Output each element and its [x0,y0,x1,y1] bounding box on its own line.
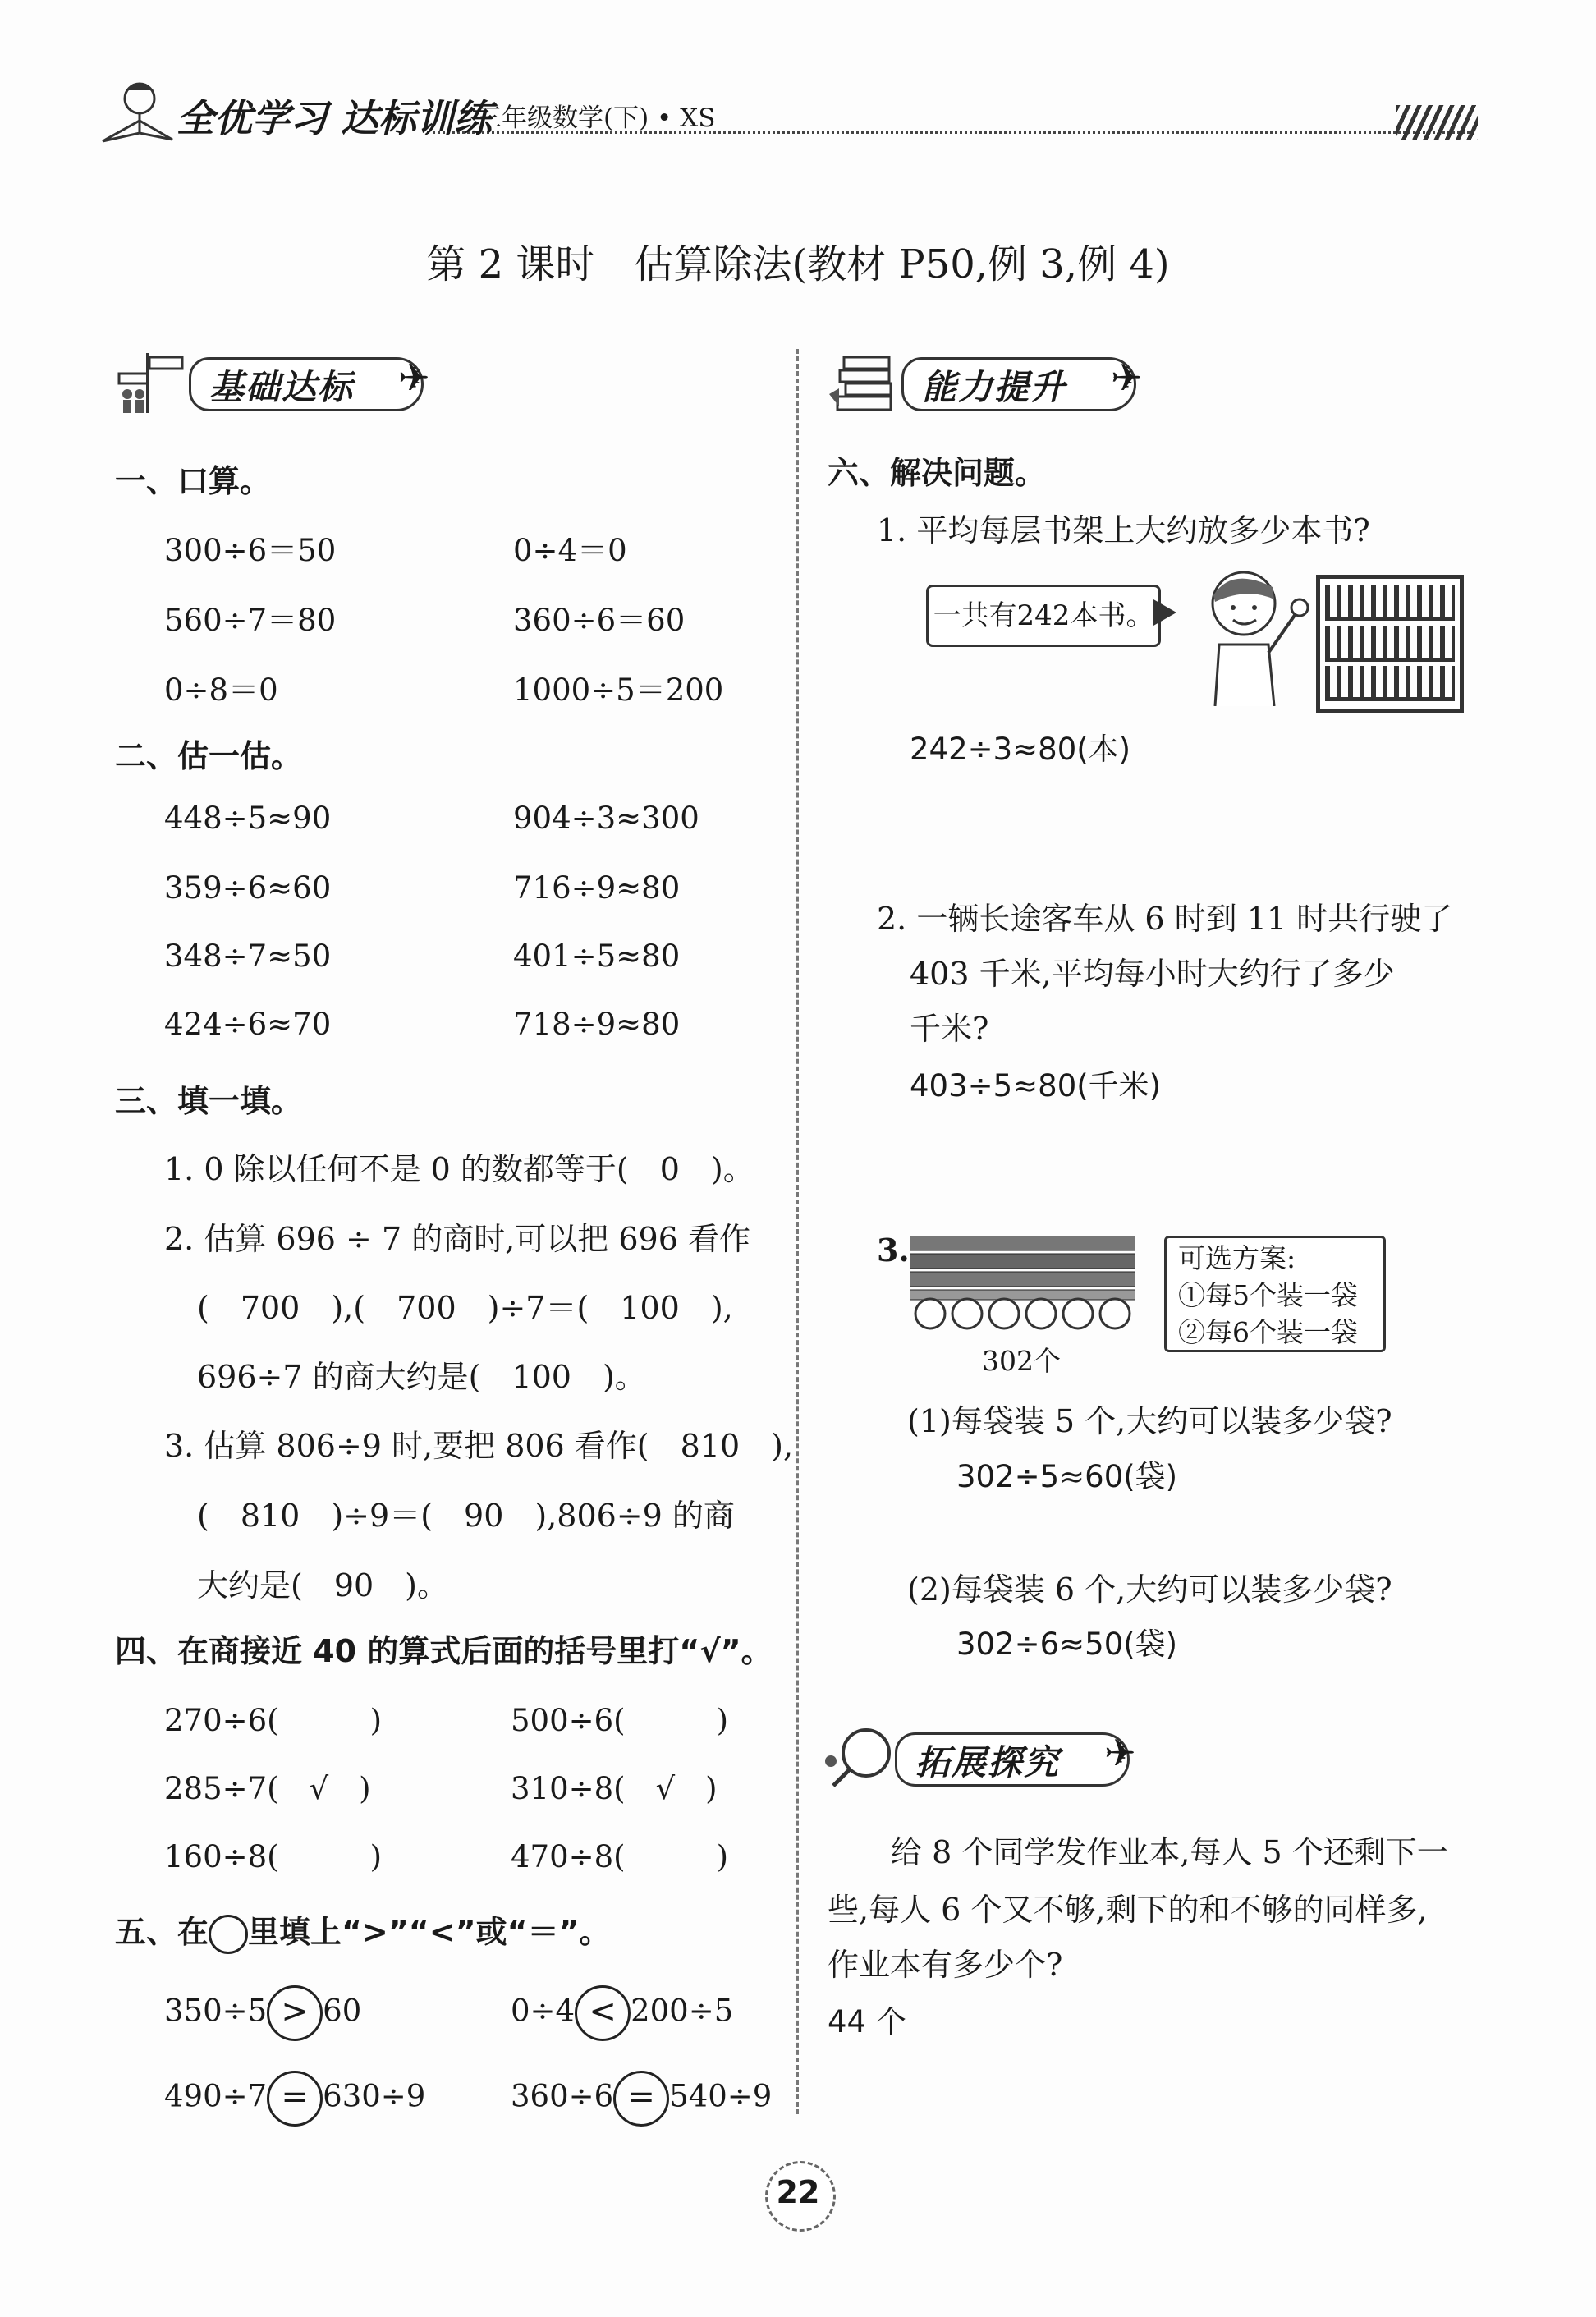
q5-heading [115,1906,611,1954]
page-number: 22 [776,2174,820,2210]
circle-blank-icon [209,1915,248,1954]
q5-left: 490÷7 [164,2078,268,2114]
q5-sign: < [575,1985,631,2041]
q6-p2-question-line2: 403 千米,平均每小时大约行了多少 [910,956,1395,992]
q6-p2-question-line3: 千米? [910,1011,989,1047]
section-label-extend: 拓展探究 [915,1742,1061,1782]
q3-part3-line2: ( 810 )÷9＝( 90 ),806÷9 的商 [197,1498,735,1534]
options-title: 可选方案: [1178,1242,1296,1274]
q4-item: 285÷7( √ ) [164,1771,371,1806]
q3-part3-line3: 大约是( 90 )。 [197,1567,449,1604]
q5-right: 200÷5 [631,1993,734,2029]
options-box [1164,1236,1386,1352]
q5-right: 540÷9 [669,2078,773,2114]
q6-p1-answer: 242÷3≈80(本) [910,732,1131,767]
speech-bubble-tail [1153,599,1176,626]
q5-sign: > [267,1985,323,2041]
q5-heading-pre: 五、在 [115,1914,209,1950]
extend-answer: 44 个 [828,2004,906,2039]
q1-heading: 一、口算。 [115,463,272,499]
lesson-title: 第 2 课时 估算除法(教材 P50,例 3,例 4) [426,241,1170,287]
shelf-books [1325,666,1455,701]
bookshelf-icon [1316,575,1464,713]
extend-line2: 些,每人 6 个又不够,剩下的和不够的同样多, [828,1892,1428,1928]
q2-heading: 二、估一估。 [115,738,303,774]
q1-item: 0÷8＝0 [164,672,278,708]
boy-waving-icon [1182,562,1314,706]
q5-heading-post: 里填上“>”“<”或“＝”。 [248,1914,611,1950]
q1-item: 300÷6＝50 [164,533,337,568]
q5-item [164,1985,361,2041]
q2-item: 718÷9≈80 [513,1007,681,1042]
q4-item: 500÷6( ) [511,1703,729,1738]
q2-item: 401÷5≈80 [513,938,681,974]
q6-p2-question-line1: 2. 一辆长途客车从 6 时到 11 时共行驶了 [877,901,1453,937]
q1-item: 0÷4＝0 [513,533,627,568]
magnifier-kid-icon [821,1724,891,1790]
q4-item: 310÷8( √ ) [511,1771,718,1806]
airplane-icon: ✈ [398,356,430,400]
q2-item: 348÷7≈50 [164,938,332,974]
q5-right: 630÷9 [323,2078,426,2114]
q6-p3-sub2-answer: 302÷6≈50(袋) [956,1626,1178,1662]
q4-item: 270÷6( ) [164,1703,383,1738]
q6-p2-answer: 403÷5≈80(千米) [910,1068,1162,1103]
option-2: ②每6个装一袋 [1178,1316,1358,1348]
q6-heading: 六、解决问题。 [828,455,1047,491]
column-divider [796,349,799,2114]
q3-heading: 三、填一填。 [115,1083,303,1119]
extend-line1: 给 8 个同学发作业本,每人 5 个还剩下一 [891,1834,1448,1870]
q5-left: 0÷4 [511,1993,576,2029]
signpost-kids-icon [115,349,185,415]
shelf-books [1325,585,1455,621]
q3-part2-line1: 2. 估算 696 ÷ 7 的商时,可以把 696 看作 [164,1221,750,1257]
q5-left: 360÷6 [511,2078,614,2114]
q1-item: 1000÷5＝200 [513,672,724,708]
shelf-books [1325,626,1455,662]
q6-p3-sub1: (1)每袋装 5 个,大约可以装多少袋? [907,1403,1392,1439]
book-stack-icon [828,349,897,415]
q5-item [511,2071,772,2127]
section-label-basic: 基础达标 [209,367,355,407]
apples-picture-icon [910,1236,1135,1334]
q6-p3-sub1-answer: 302÷5≈60(袋) [956,1459,1178,1494]
q4-heading: 四、在商接近 40 的算式后面的括号里打“√”。 [115,1633,773,1669]
q5-item [164,2071,425,2127]
q3-part3-line1: 3. 估算 806÷9 时,要把 806 看作( 810 ), [164,1428,794,1464]
q5-item [511,1985,733,2041]
section-label-ability: 能力提升 [922,367,1067,407]
q2-item: 448÷5≈90 [164,801,332,836]
q1-item: 560÷7＝80 [164,603,337,638]
q2-item: 904÷3≈300 [513,801,699,836]
q2-item: 716÷9≈80 [513,870,681,906]
q3-part1: 1. 0 除以任何不是 0 的数都等于( 0 )。 [164,1151,754,1187]
q2-item: 359÷6≈60 [164,870,332,906]
q5-sign: = [613,2071,669,2127]
q6-p3-number: 3. [877,1232,910,1269]
speech-bubble: 一共有242本书。 [926,585,1161,647]
reading-boy-logo-icon [94,76,177,149]
header-subtitle: 三年级数学(下) • XS [476,103,716,133]
header-stripes [1396,105,1478,140]
section-banner-basic [115,349,460,415]
q5-sign: = [267,2071,323,2127]
q4-item: 470÷8( ) [511,1839,729,1874]
q2-item: 424÷6≈70 [164,1007,332,1042]
q6-p3-sub2: (2)每袋装 6 个,大约可以装多少袋? [907,1571,1392,1608]
q5-left: 350÷5 [164,1993,268,2029]
brand-logo-text: 全优学习 达标训练 [177,96,493,140]
q3-part2-line3: 696÷7 的商大约是( 100 )。 [197,1359,646,1395]
section-banner-extend [821,1724,1166,1790]
airplane-icon: ✈ [1111,356,1143,400]
q5-right: 60 [323,1993,362,2029]
q1-item: 360÷6＝60 [513,603,686,638]
q3-part2-line2: ( 700 ),( 700 )÷7＝( 100 ), [197,1290,733,1326]
q6-p1-question: 1. 平均每层书架上大约放多少本书? [877,512,1370,548]
q6-p3-count: 302个 [982,1345,1061,1377]
airplane-icon: ✈ [1104,1731,1136,1775]
option-1: ①每5个装一袋 [1178,1279,1358,1311]
q4-item: 160÷8( ) [164,1839,383,1874]
section-banner-ability [828,349,1172,415]
extend-line3: 作业本有多少个? [828,1947,1063,1983]
